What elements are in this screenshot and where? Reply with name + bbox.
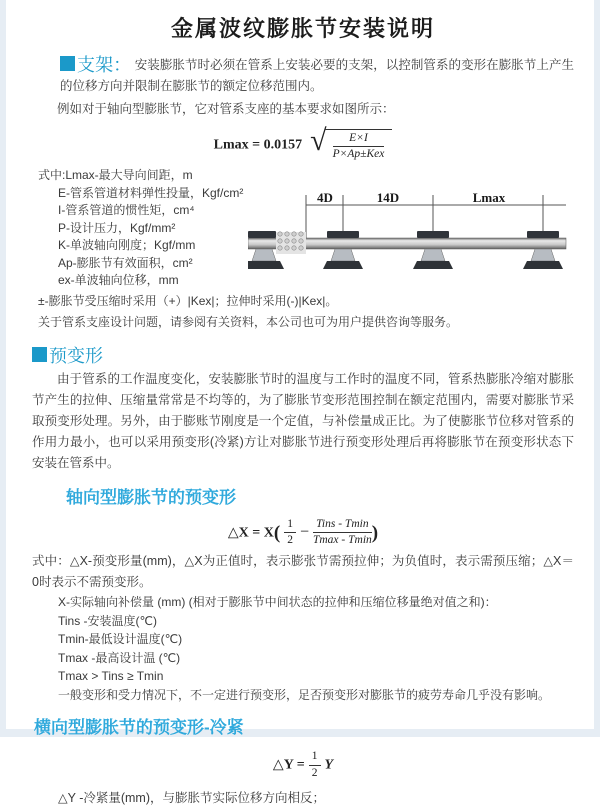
lateral-formula-lhs: △Y = — [272, 757, 305, 773]
support-section-heading: 支架： — [77, 55, 132, 75]
definition-line: Ap-膨胀节有效面积，cm² — [58, 255, 193, 270]
bellows-icon — [276, 232, 306, 254]
axial-formula — [32, 518, 574, 547]
pipe-support — [413, 231, 453, 269]
half-fraction — [284, 518, 296, 547]
section-square-icon — [60, 56, 75, 71]
lmax-numerator: E×I — [333, 132, 385, 147]
axial-formula-lhs: △X = X — [227, 525, 274, 541]
radical-group — [310, 124, 392, 161]
section-square-icon — [32, 347, 47, 362]
temperature-fraction — [313, 518, 372, 547]
support-intro-text: 安装膨胀节时必须在管系上安装必要的支架，以控制管系的变形在膨胀节上产生的位移方向并限制在膨胀节的额定位移范围内。 — [60, 58, 574, 93]
definition-line: ex-单波轴向位移，mm — [58, 273, 179, 288]
lateral-formula — [32, 750, 574, 779]
support-example-line: 例如对于轴向型膨胀节，它对管系支座的基本要求如图所示： — [57, 102, 395, 116]
half-numerator: 1 — [284, 518, 296, 533]
lmax-formula-lhs: Lmax = 0.0157 — [213, 137, 303, 153]
pm-definition-line: ±-膨胀节受压缩时采用（+）|Kex|；拉伸时采用(-)|Kex|。 — [38, 293, 338, 308]
right-paren: ) — [371, 522, 379, 544]
radical-sign: √ — [310, 124, 327, 157]
definition-line: K-单波轴向刚度；Kgf/mm — [58, 238, 196, 253]
axial-item: Tmax > Tins ≥ Tmin — [58, 669, 164, 684]
definition-line: P-设计压力，Kgf/mm² — [58, 220, 176, 235]
definition-line: E-管系管道材料弹性投量，Kgf/cm² — [58, 185, 244, 200]
predeform-body-paragraph: 由于管系的工作温度变化，安装膨胀节时的温度与工作时的温度不同，管系热膨胀冷缩对膨胀节产生的拉伸、压缩量常常是不均等的，为了膨胀节变形范围控制在额定范围内，需要对膨胀节采取预变形处理。另外，由于膨账节刚度是一个定值，与补偿量成正比。为了使膨胀节位移对管系的作用力最小，也可以采用预变形(冷紧)方让对膨胀节进行预变形处理后再将膨胀节在预变形状态下安装在管系中。 — [32, 371, 574, 470]
predeform-heading-line — [32, 346, 574, 367]
definitions-block — [32, 167, 574, 290]
axial-item: X-实际轴向补偿量 (mm) (相对于膨胀节中间状态的拉伸和压缩位移量绝对值之和)： — [58, 595, 497, 610]
definition-line: I-管系管道的惯性矩，cm⁴ — [58, 203, 195, 218]
lateral-num: 1 — [309, 750, 321, 765]
axial-item: Tmax -最高设计温 (℃) — [58, 650, 181, 665]
axial-item: Tins -安装温度(℃) — [58, 613, 158, 628]
axial-item: Tmin-最低设计温度(℃) — [58, 632, 183, 647]
support-intro-paragraph — [32, 55, 574, 97]
page-title: 金属波纹膨胀节安装说明 — [170, 16, 435, 41]
predeform-section-heading: 预变形 — [49, 345, 103, 366]
minus-sign: − — [299, 523, 309, 541]
temp-numerator: Tins - Tmin — [313, 518, 372, 533]
axial-subsection-heading: 轴向型膨胀节的预变形 — [66, 487, 236, 507]
definition-line: 式中:Lmax-最大导向间距，m — [38, 168, 193, 183]
lateral-half-fraction — [309, 750, 321, 779]
lateral-formula-rhs: Y — [324, 757, 334, 773]
pipe-support — [323, 231, 363, 269]
left-paren: ( — [273, 522, 281, 544]
lmax-formula — [32, 124, 574, 161]
lateral-den: 2 — [311, 766, 318, 779]
lateral-subsection-heading: 横向型膨胀节的预变形-冷紧 — [34, 718, 244, 738]
dim-label-14d: 14D — [376, 191, 400, 206]
half-denominator: 2 — [287, 534, 293, 547]
axial-item: 一般变形和受力情况下，不一定进行预变形，足否预变形对膨胀节的疲劳寿命几乎没有影响。 — [58, 687, 551, 702]
axial-note: 式中：△X-预变形量(mm)，△X为正值时，表示膨张节需预拉伸；为负值时，表示需预压缩；△X＝0时表示不需预变形。 — [32, 554, 574, 590]
radical-content — [325, 129, 393, 161]
dim-label-4d: 4D — [317, 191, 333, 206]
pipe-support — [523, 231, 563, 269]
consult-line: 关于管系支座设计问题，请参阅有关资料，本公司也可为用户提供咨询等服务。 — [38, 314, 459, 329]
lateral-note: △Y -冷紧量(mm)，与膨胀节实际位移方向相反； — [58, 790, 326, 805]
temp-denominator: Tmax - Tmin — [312, 534, 372, 547]
lmax-fraction — [333, 132, 385, 161]
pipe-support-diagram — [248, 191, 600, 293]
dim-label-lmax: Lmax — [472, 191, 506, 206]
lmax-denominator: P×Ap±Kex — [332, 148, 385, 161]
